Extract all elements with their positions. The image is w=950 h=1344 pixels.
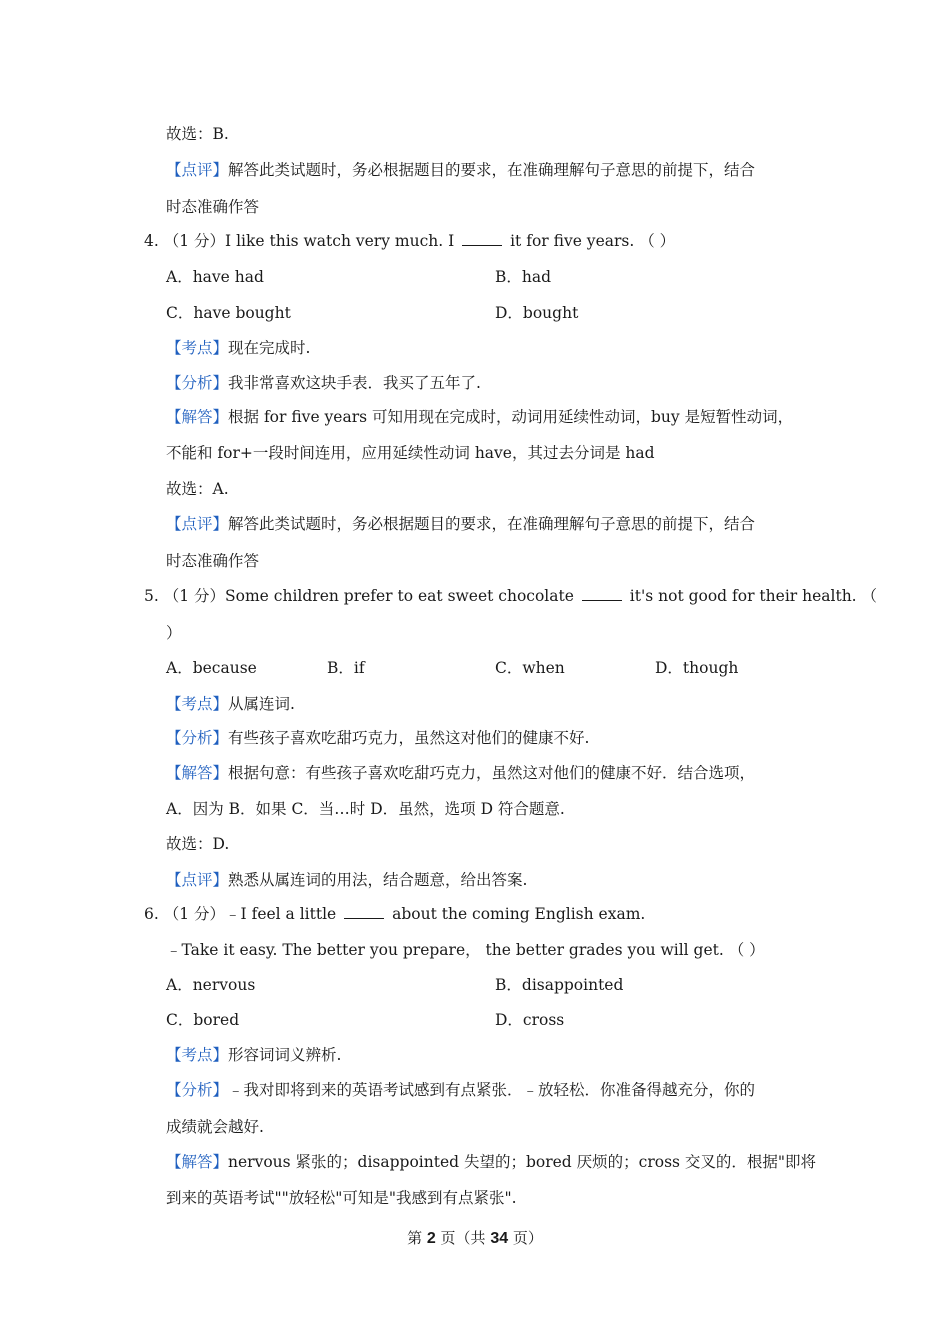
option-d[interactable]: D．cross [495,1011,565,1029]
page-number: 2 [426,1230,436,1247]
option-b[interactable]: B．had [495,268,552,286]
review-tag: 【点评】 [166,161,229,179]
option-a[interactable]: A．nervous [166,976,256,994]
stem-part-b: about the coming English exam. [392,905,646,923]
jieda-text: 根据 for five years 可知用现在完成时，动词用延续性动词，buy 是短暂性动词， [228,408,794,426]
question-score: （1 分） [163,232,226,250]
q5-review [166,870,527,890]
fenxi-tag: 【分析】 [166,729,229,747]
q4-choice: 故选：A. [166,480,229,498]
q6-stem [144,904,645,924]
q4-options-row2 [166,303,579,323]
q5-jieda [166,763,755,783]
option-c[interactable]: C．have bought [166,304,291,322]
review-tag: 【点评】 [166,871,229,889]
q3-review-cont: 时态准确作答 [166,198,260,216]
fenxi-tag: 【分析】 [166,374,229,392]
kaodian-tag: 【考点】 [166,339,229,357]
q6-fenxi [166,1080,755,1100]
page-footer [0,1227,950,1248]
total-pages: 34 [490,1230,509,1247]
q5-choice: 故选：D. [166,835,230,853]
q3-review [166,160,755,180]
q5-jieda-cont: A．因为 B．如果 C．当…时 D．虽然，选项 D 符合题意. [166,800,565,818]
footer-prefix: 第 [407,1229,423,1247]
answer-blank [582,586,622,601]
q3-choice: 故选：B. [166,125,229,143]
kaodian-text: 现在完成时. [228,339,311,357]
review-text: 解答此类试题时，务必根据题目的要求，在准确理解句子意思的前提下，结合 [228,515,756,533]
q4-stem [144,231,675,251]
q6-jieda-cont: 到来的英语考试""放轻松"可知是"我感到有点紧张". [166,1189,517,1207]
footer-mid: 页（共 [440,1229,486,1247]
option-c[interactable]: C．when [495,659,565,677]
review-text: 熟悉从属连词的用法，结合题意，给出答案. [228,871,528,889]
answer-blank [344,904,384,919]
stem-part-a: ﹣I feel a little [225,905,337,923]
review-tag: 【点评】 [166,515,229,533]
q5-stem-cont: ） [166,624,182,642]
option-b[interactable]: B．if [327,659,365,677]
stem-part-b: it's not good for their health. （ [629,587,878,605]
q6-jieda [166,1152,816,1172]
jieda-tag: 【解答】 [166,764,229,782]
question-score: （1 分） [163,905,226,923]
question-number: 6. [144,905,159,923]
q6-stem-line2: ﹣Take it easy. The better you prepare， the better grades you will get. （ ） [166,941,765,959]
q5-kaodian [166,694,295,714]
option-a[interactable]: A．because [166,659,257,677]
kaodian-tag: 【考点】 [166,1046,229,1064]
fenxi-text: 我非常喜欢这块手表．我买了五年了. [228,374,481,392]
q4-review-cont: 时态准确作答 [166,552,260,570]
option-d[interactable]: D．though [655,659,739,677]
stem-part-b: it for five years. （ ） [510,232,676,250]
question-score: （1 分） [163,587,226,605]
q5-stem [144,586,877,606]
q4-kaodian [166,338,310,358]
q4-jieda-cont: 不能和 for+一段时间连用，应用延续性动词 have，其过去分词是 had [166,444,655,462]
kaodian-text: 从属连词. [228,695,295,713]
q5-fenxi [166,728,589,748]
footer-suffix: 页） [512,1229,543,1247]
fenxi-text: ﹣我对即将到来的英语考试感到有点紧张．﹣放轻松．你准备得越充分，你的 [228,1081,756,1099]
stem-part-a: I like this watch very much. I [225,232,455,250]
answer-blank [462,231,502,246]
question-number: 5. [144,587,159,605]
kaodian-text: 形容词词义辨析. [228,1046,342,1064]
stem-part-a: Some children prefer to eat sweet chocolate [225,587,574,605]
q6-kaodian [166,1045,341,1065]
jieda-text: 根据句意：有些孩子喜欢吃甜巧克力，虽然这对他们的健康不好．结合选项， [228,764,756,782]
option-c[interactable]: C．bored [166,1011,240,1029]
q4-options-row1 [166,267,552,287]
option-d[interactable]: D．bought [495,304,579,322]
jieda-tag: 【解答】 [166,408,229,426]
fenxi-text: 有些孩子喜欢吃甜巧克力，虽然这对他们的健康不好. [228,729,590,747]
q6-fenxi-cont: 成绩就会越好. [166,1118,264,1136]
q4-jieda [166,407,793,427]
q6-options-row2 [166,1010,565,1030]
q4-review [166,514,755,534]
fenxi-tag: 【分析】 [166,1081,229,1099]
jieda-text: nervous 紧张的；disappointed 失望的；bored 厌烦的；cross 交叉的．根据"即将 [228,1153,817,1171]
option-b[interactable]: B．disappointed [495,976,624,994]
kaodian-tag: 【考点】 [166,695,229,713]
jieda-tag: 【解答】 [166,1153,229,1171]
review-text: 解答此类试题时，务必根据题目的要求，在准确理解句子意思的前提下，结合 [228,161,756,179]
q4-fenxi [166,373,481,393]
option-a[interactable]: A．have had [166,268,264,286]
question-number: 4. [144,232,159,250]
q6-options-row1 [166,975,624,995]
q5-options [166,658,738,678]
